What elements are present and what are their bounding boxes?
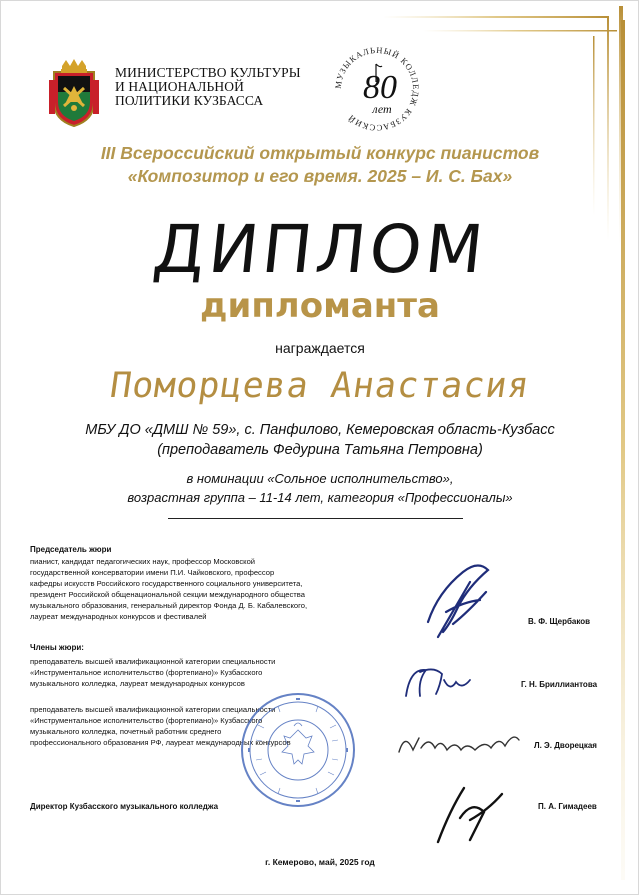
seal-ring-text: МУЗЫКАЛЬНЫЙ КОЛЛЕДЖ КУЗБАССКИЙ: [332, 44, 422, 134]
jury-member-desc-line: музыкального колледжа, почетный работник среднего: [30, 727, 222, 736]
jury-member-1-name: Г. Н. Бриллиантова: [521, 680, 598, 689]
awarded-label: награждается: [275, 340, 365, 356]
jury-member-1-description: [30, 656, 360, 689]
school-line-2: (преподаватель Федурина Татьяна Петровна): [157, 442, 483, 458]
contest-title-line-2: «Композитор и его время. 2025 – И. С. Бах»: [127, 166, 513, 186]
contest-title: [60, 142, 580, 188]
official-stamp: [238, 690, 358, 810]
jury-member-desc-line: профессионального образования РФ, лауреат международных конкурсов: [30, 738, 291, 747]
jury-chair-desc-line: пианист, кандидат педагогических наук, профессор Московской: [30, 557, 256, 566]
jury-member-desc-line: преподаватель высшей квалификационной категории специальности: [30, 657, 276, 666]
jury-chair-name: В. Ф. Щербаков: [528, 617, 591, 626]
jury-member-desc-line: музыкального колледжа, лауреат международных конкурсов: [30, 679, 245, 688]
jury-chair-desc-line: президент Российской общенациональной секции международного общества: [30, 590, 305, 599]
place-date: г. Кемерово, май, 2025 год: [265, 857, 375, 867]
signature-member-2: [395, 728, 525, 760]
nomination-line-2: возрастная группа – 11-14 лет, категория «Профессионалы»: [127, 490, 513, 505]
ministry-line-2: И НАЦИОНАЛЬНОЙ: [115, 79, 244, 94]
school-info: [40, 420, 600, 460]
jury-member-desc-line: преподаватель высшей квалификационной категории специальности: [30, 705, 276, 714]
nomination-info: [40, 469, 600, 507]
ministry-line-3: ПОЛИТИКИ КУЗБАССА: [115, 93, 264, 108]
jury-members-heading: Члены жюри:: [30, 643, 84, 652]
jury-chair-heading: Председатель жюри: [30, 545, 112, 554]
jury-chair-description: [30, 556, 380, 622]
diploma-heading: ДИПЛОМ: [149, 211, 491, 288]
nomination-line-1: в номинации «Сольное исполнительство»,: [186, 471, 454, 486]
college-80-years-logo: [330, 42, 424, 136]
diploma-degree: дипломанта: [200, 286, 440, 326]
seal-years: лет: [372, 102, 392, 116]
jury-chair-desc-line: государственной консерватории имени П.И. Чайковского, профессор: [30, 568, 275, 577]
recipient-name: Поморцева Анастасия: [107, 366, 533, 406]
jury-member-desc-line: «Инструментальное исполнительство (фортепиано)» Кузбасского: [30, 716, 263, 725]
signature-member-1: [400, 660, 480, 705]
seal-number: 80: [363, 69, 397, 106]
divider-line: [168, 518, 463, 519]
jury-member-2-name: Л. Э. Дворецкая: [534, 741, 597, 750]
signature-director: [430, 780, 510, 850]
kuzbass-coat-of-arms-icon: [46, 58, 102, 128]
jury-chair-desc-line: музыкального образования, генеральный директор Фонда Д. Б. Кабалевского,: [30, 601, 308, 610]
school-line-1: МБУ ДО «ДМШ № 59», с. Панфилово, Кемеровская область-Кузбасс: [85, 422, 555, 438]
gold-side-stripe: [617, 20, 629, 880]
director-label: Директор Кузбасского музыкального колледжа: [30, 802, 219, 811]
ministry-line-1: МИНИСТЕРСТВО КУЛЬТУРЫ: [115, 65, 301, 80]
jury-chair-desc-line: лауреат международных конкурсов и фестивалей: [30, 612, 207, 621]
jury-member-desc-line: «Инструментальное исполнительство (фортепиано)» Кузбасского: [30, 668, 263, 677]
contest-title-line-1: III Всероссийский открытый конкурс пианистов: [100, 143, 540, 163]
signature-chair: [408, 552, 508, 652]
jury-chair-desc-line: кафедры искусств Российского государственного социального университета,: [30, 579, 303, 588]
ministry-name: [115, 66, 325, 108]
director-name: П. А. Гимадеев: [538, 802, 597, 811]
